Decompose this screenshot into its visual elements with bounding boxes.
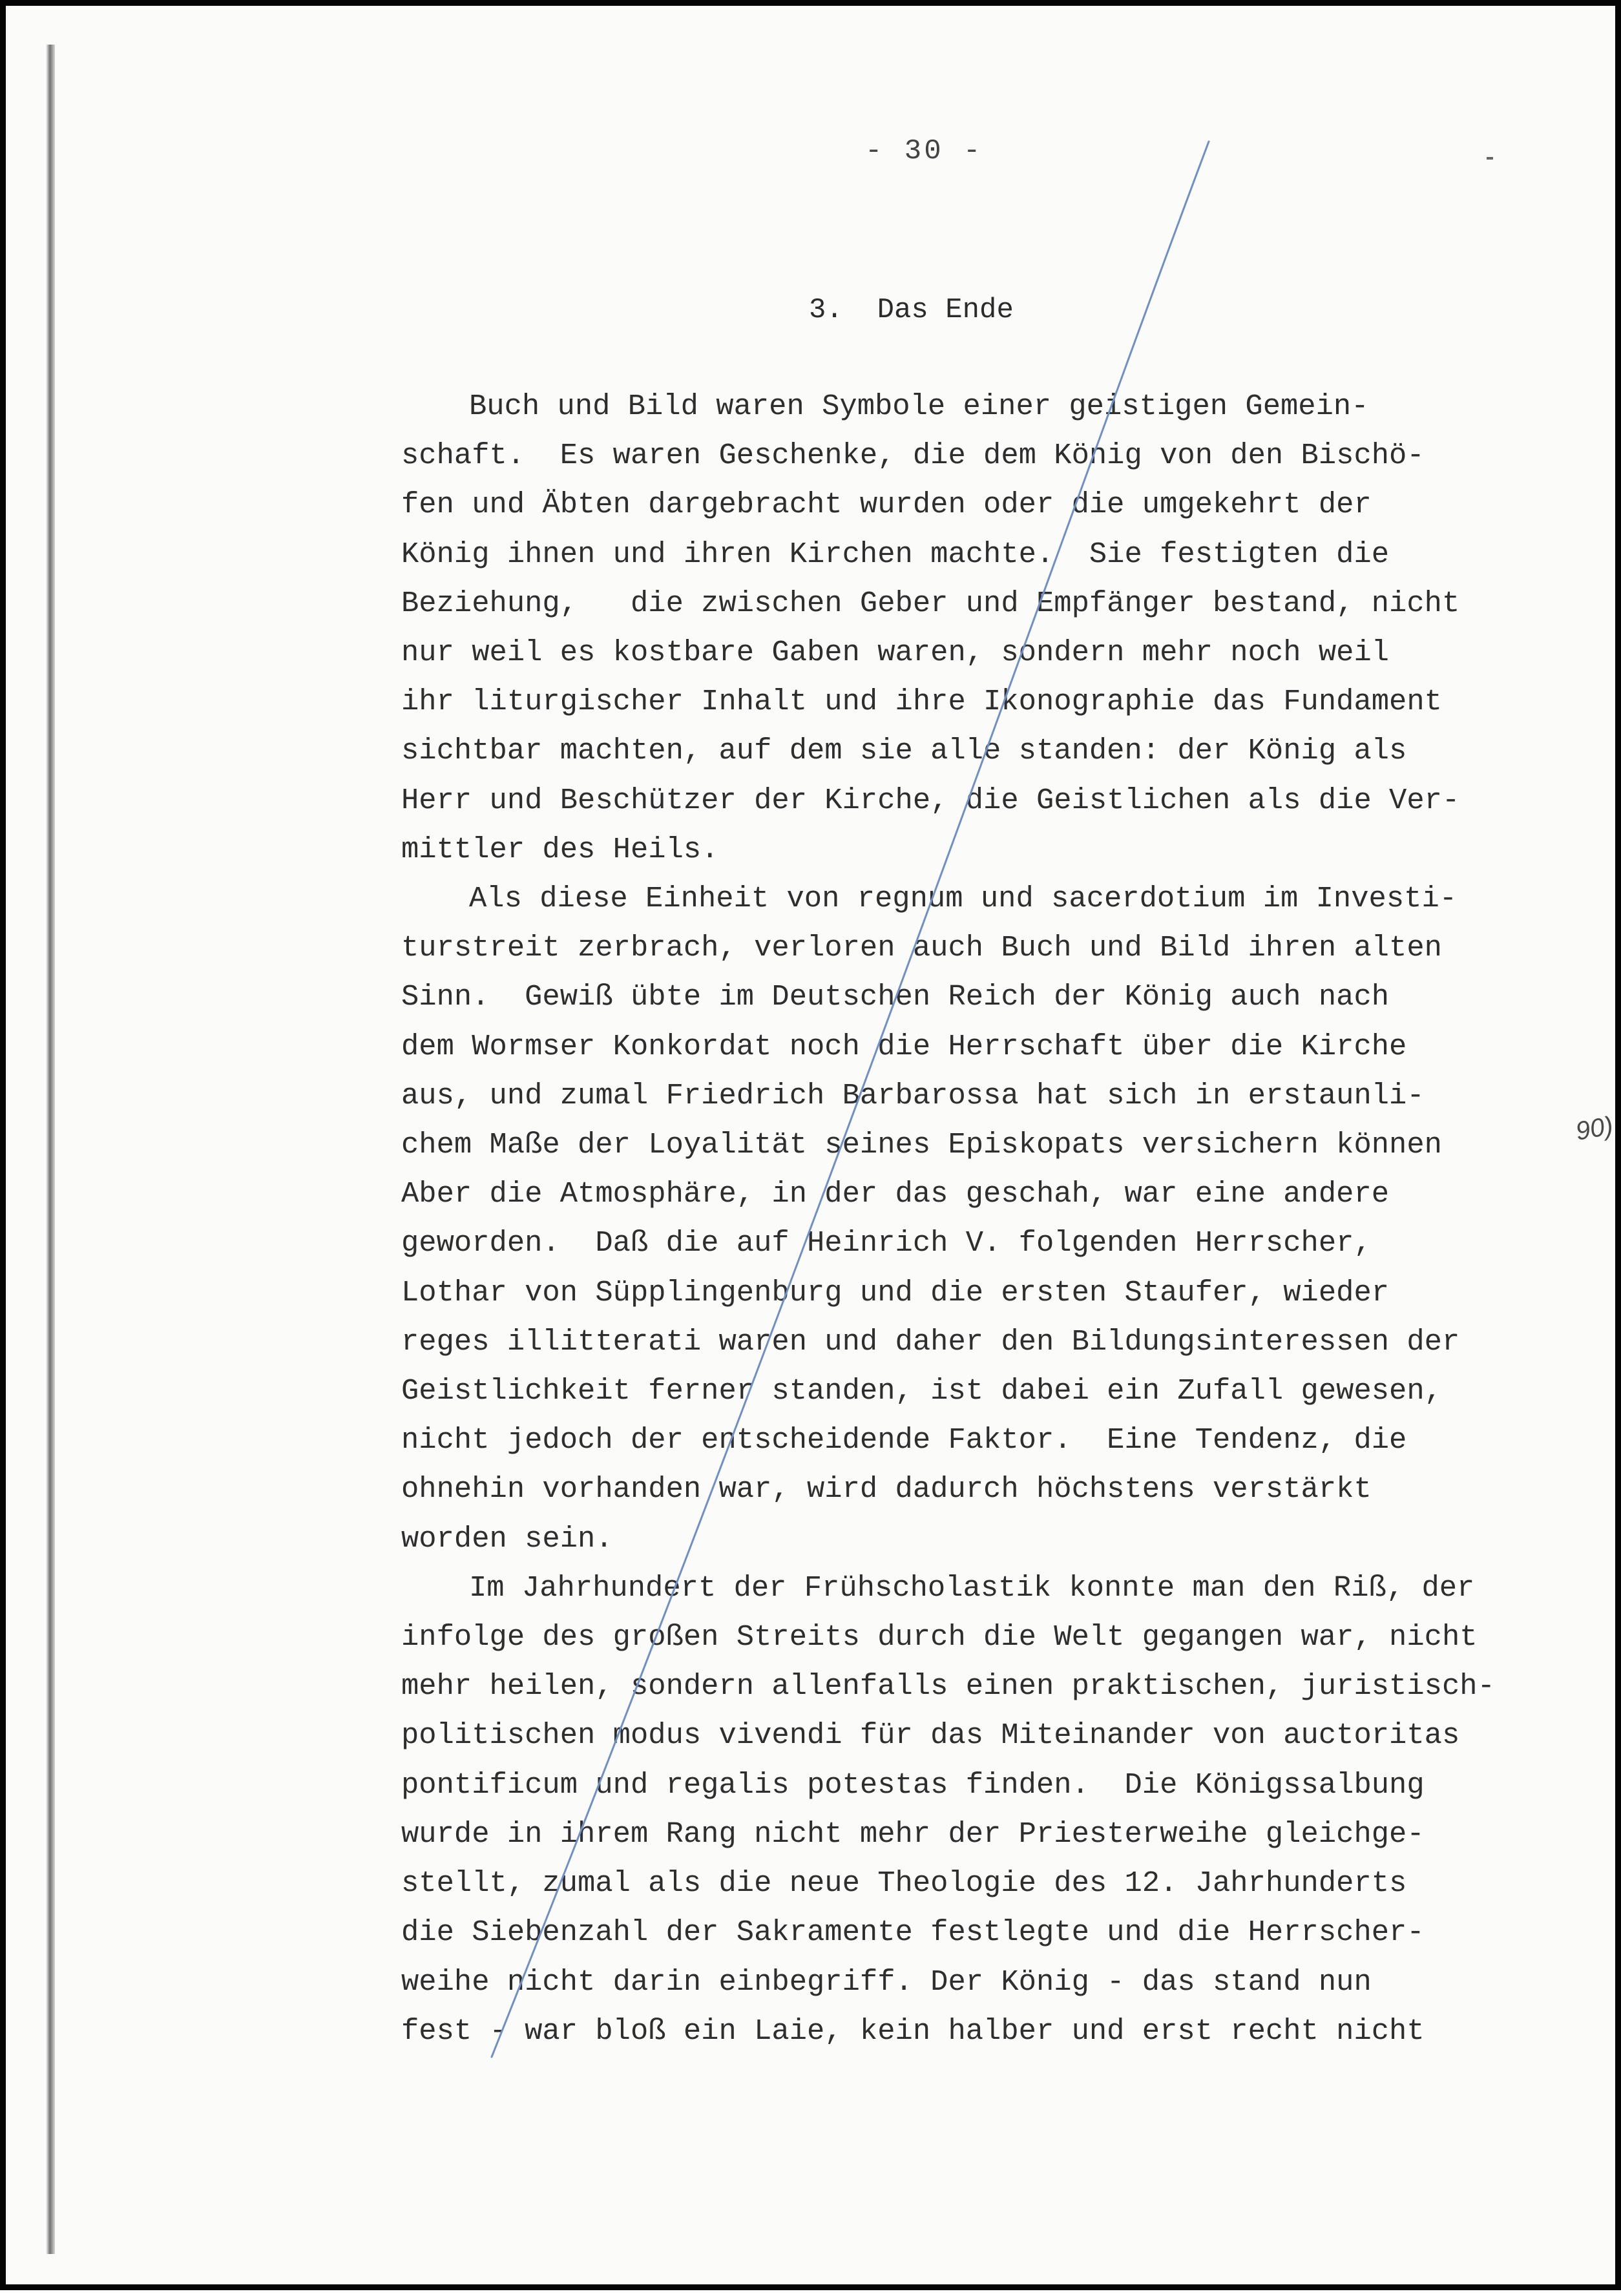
text-line: weihe nicht darin einbegriff. Der König - das stand nun	[401, 1965, 1372, 1999]
text-line: die Siebenzahl der Sakramente festlegte und die Herrscher-	[401, 1915, 1425, 1950]
text-line: stellt, zumal als die neue Theologie des 12. Jahrhunderts	[401, 1866, 1407, 1901]
page-number: - 30 -	[865, 135, 983, 167]
text-line: nicht jedoch der entscheidende Faktor. Eine Tendenz, die	[401, 1423, 1407, 1457]
text-line: Aber die Atmosphäre, in der das geschah, war eine andere	[401, 1177, 1390, 1211]
text-line: geworden. Daß die auf Heinrich V. folgenden Herrscher,	[401, 1226, 1372, 1260]
text-line: mehr heilen, sondern allenfalls einen praktischen, juristisch-	[401, 1669, 1495, 1704]
text-line: reges illitterati waren und daher den Bildungsinteressen der	[401, 1324, 1460, 1359]
text-line: infolge des großen Streits durch die Welt gegangen war, nicht	[401, 1620, 1478, 1654]
text-line: aus, und zumal Friedrich Barbarossa hat sich in erstaunli-	[401, 1078, 1425, 1112]
text-line: Herr und Beschützer der Kirche, die Geistlichen als die Ver-	[401, 783, 1460, 817]
section-heading: 3. Das Ende	[809, 294, 1014, 326]
pencil-stroke	[492, 141, 1209, 2057]
text-line: schaft. Es waren Geschenke, die dem König von den Bischö-	[401, 439, 1425, 473]
text-line: fest - war bloß ein Laie, kein halber und erst recht nicht	[401, 2014, 1425, 2048]
text-line: politischen modus vivendi für das Miteinander von auctoritas	[401, 1718, 1460, 1753]
text-line: worden sein.	[401, 1521, 613, 1556]
text-line: dem Wormser Konkordat noch die Herrschaft über die Kirche	[401, 1029, 1407, 1063]
text-line: Geistlichkeit ferner standen, ist dabei ein Zufall gewesen,	[401, 1374, 1442, 1408]
text-line: turstreit zerbrach, verloren auch Buch und Bild ihren alten	[401, 931, 1442, 965]
text-line: Lothar von Süpplingenburg und die ersten Staufer, wieder	[401, 1275, 1390, 1310]
text-line: König ihnen und ihren Kirchen machte. Sie festigten die	[401, 537, 1390, 571]
text-line: Sinn. Gewiß übte im Deutschen Reich der König auch nach	[401, 980, 1390, 1014]
handwritten-margin-note: 90)	[1573, 1111, 1616, 1146]
text-line: ihr liturgischer Inhalt und ihre Ikonographie das Fundament	[401, 685, 1442, 719]
text-line: wurde in ihrem Rang nicht mehr der Priesterweihe gleichge-	[401, 1817, 1425, 1851]
pencil-strike-line	[6, 6, 1621, 2296]
text-line: Beziehung, die zwischen Geber und Empfänger bestand, nicht	[401, 586, 1460, 620]
text-line: nur weil es kostbare Gaben waren, sondern mehr noch weil	[401, 636, 1390, 670]
text-line: Buch und Bild waren Symbole einer geistigen Gemein-	[469, 390, 1369, 423]
text-line: Als diese Einheit von regnum und sacerdotium im Investi-	[469, 882, 1458, 916]
text-line: Im Jahrhundert der Frühscholastik konnte man den Riß, der	[469, 1571, 1475, 1605]
text-line: chem Maße der Loyalität seines Episkopats versichern können	[401, 1128, 1442, 1162]
text-line: sichtbar machten, auf dem sie alle standen: der König als	[401, 734, 1407, 768]
text-line: mittler des Heils.	[401, 832, 719, 866]
text-line: fen und Äbten dargebracht wurden oder die umgekehrt der	[401, 488, 1372, 522]
text-line: ohnehin vorhanden war, wird dadurch höchstens verstärkt	[401, 1472, 1372, 1507]
text-line: pontificum und regalis potestas finden. Die Königssalbung	[401, 1768, 1425, 1802]
